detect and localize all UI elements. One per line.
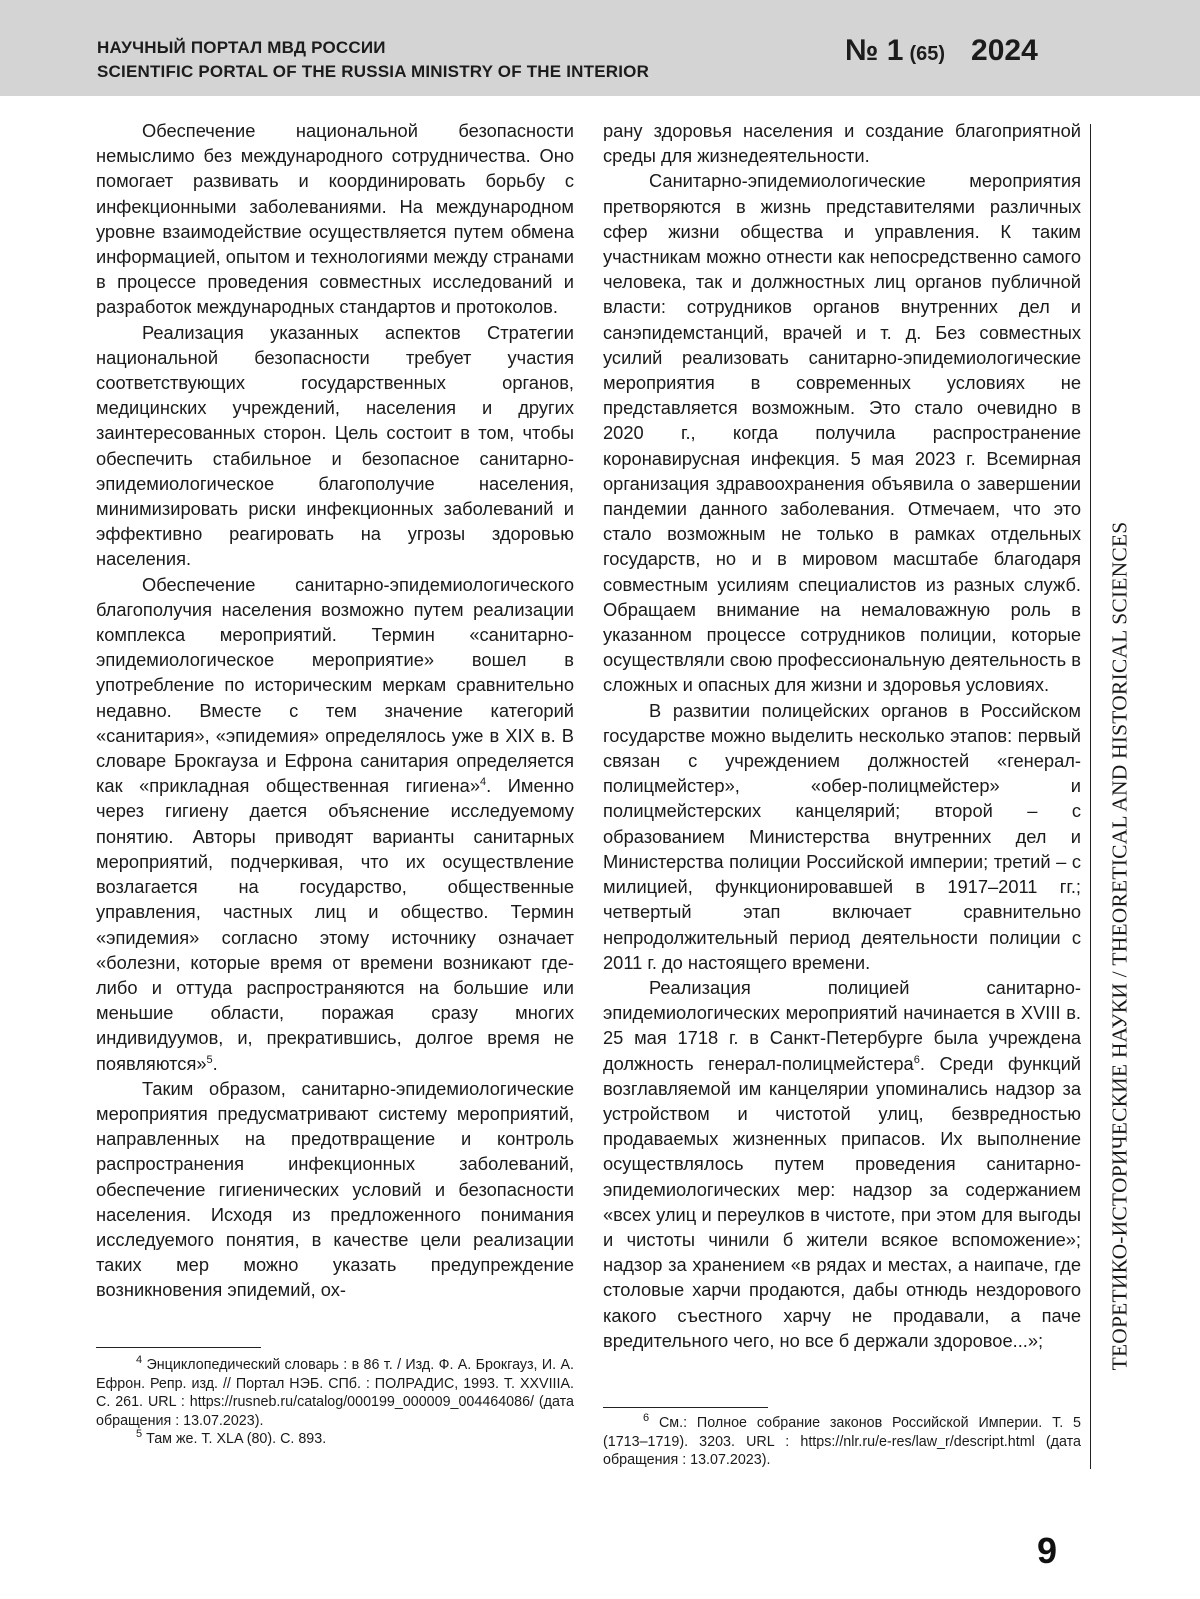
journal-header bbox=[0, 0, 1200, 96]
right-text-column bbox=[603, 118, 1081, 1353]
issue-total-number: (65) bbox=[909, 43, 946, 65]
footnote: $^6$ См.: Полное собрание законов Российской Империи. Т. 5 (1713–1719). 3203. URL : https://nlr.ru/e-res/law_r/descript.html (дата обращения : 13.07.2023). bbox=[603, 1412, 1081, 1469]
paragraph: В развитии полицейских органов в Российском государстве можно выделить несколько этапов: первый связан с учреждением должностей «генерал-полицмейстер», «обер-полицмейстер» и полицмейстерских канцелярий; второй – с образованием Министерства внутренних дел и Министерства полиции Российской империи; третий – с милицией, функционировавшей в 1917–2011 гг.; четвертый этап включает сравнительно непродолжительный период деятельности полиции с 2011 г. до настоящего времени. bbox=[603, 699, 1081, 973]
journal-title-en: SCIENTIFIC PORTAL OF THE RUSSIA MINISTRY OF THE INTERIOR bbox=[97, 62, 650, 81]
journal-title-ru: НАУЧНЫЙ ПОРТАЛ МВД РОССИИ bbox=[97, 38, 386, 57]
footnote-divider bbox=[603, 1407, 768, 1408]
paragraph: Обеспечение санитарно-эпидемиологического благополучия населения возможно путем реализации комплекса мероприятий. Термин «санитарно-эпидемиологическое мероприятие» вошел в употребление по историческим меркам сравнительно недавно. Вместе с тем значение категорий «санитария», «эпидемия» определялось уже в XIX в. В словаре Брокгауза и Ефрона санитария определяется как «прикладная общественная гигиена»$^4$. Именно через гигиену дается объяснение исследуемому понятию. Авторы приводят варианты санитарных мероприятий, подчеркивая, что их осуществление возлагается на государство, общественные управления, частных лиц и общество. Термин «эпидемия» согласно этому источнику означает «болезни, которые время от времени возникают где-либо и оттуда распространяются на большие или меньшие области, поражая сразу многих индивидуумов, и, прекратившись, долгое время не появляются»$^5$. bbox=[96, 573, 574, 1074]
paragraph-continued: рану здоровья населения и создание благоприятной среды для жизнедеятельности. bbox=[603, 120, 1081, 167]
section-title: ТЕОРЕТИКО-ИСТОРИЧЕСКИЕ НАУКИ / THEORETICAL AND HISTORICAL SCIENCES bbox=[1107, 521, 1132, 1371]
footnote-divider bbox=[96, 1347, 261, 1348]
issue-number: № 1 bbox=[845, 34, 904, 67]
footnote-ref: 4 bbox=[480, 776, 487, 789]
paragraph: Санитарно-эпидемиологические мероприятия претворяются в жизнь представителями различных сфер жизни общества и управления. К таким участникам можно отнести как непосредственно самого человека, так и должностных лиц органов публичной власти: сотрудников органов внутренних дел и санэпидемстанций, врачей и т. д. Без совместных усилий реализовать санитарно-эпидемиологические мероприятия в современных условиях не представляется возможным. Это стало очевидно в 2020 г., когда получила распространение коронавирусная инфекция. 5 мая 2023 г. Всемирная организация здравоохранения объявила о завершении пандемии данного заболевания. Отмечаем, что это стало возможным не только в рамках отдельных государств, но и в мировом масштабе благодаря совместным усилиям специалистов из разных служб. Обращаем внимание на немаловажную роль в указанном процессе сотрудников полиции, которые осуществляли свою профессиональную деятельность в сложных и опасных для жизни и здоровья условиях. bbox=[603, 170, 1081, 696]
sidebar-divider bbox=[1090, 124, 1091, 1469]
footnote: $^5$ Там же. Т. XLA (80). С. 893. bbox=[136, 1428, 327, 1448]
paragraph: Реализация указанных аспектов Стратегии национальной безопасности требует участия соответствующих государственных органов, медицинских учреждений, населения и других заинтересованных сторон. Цель состоит в том, чтобы обеспечить стабильное и безопасное санитарно-эпидемиологическое благополучие населения, минимизировать риски инфекционных заболеваний и эффективно реагировать на угрозы здоровью населения. bbox=[96, 321, 574, 570]
footnotes-right bbox=[603, 1414, 1081, 1470]
footnotes-left bbox=[96, 1356, 574, 1449]
issue-year: 2024 bbox=[971, 34, 1038, 67]
paragraph: Таким образом, санитарно-эпидемиологические мероприятия предусматривают систему мероприятий, направленных на предотвращение и контроль распространения инфекционных заболеваний, обеспечение гигиенических условий и безопасности населения. Исходя из предложенного понимания исследуемого понятия, в качестве цели реализации таких мер можно указать предупреждение возникновения эпидемий, ох- bbox=[96, 1077, 574, 1301]
paragraph: Реализация полицией санитарно-эпидемиологических мероприятий начинается в XVIII в. 25 мая 1718 г. в Санкт-Петербурге была учреждена должность генерал-полицмейстера$^6$. Среди функций возглавляемой им канцелярии упоминались надзор за устройством и чистотой улиц, безвредностью продаваемых жизненных припасов. Их выполнение осуществлялось путем проведения санитарно-эпидемиологических мер: надзор за содержанием «всех улиц и переулков в чистоте, при этом для выгоды и чистоты чинили б жители всякое вспоможение»; надзор за хранением «в рядах и местах, а наипаче, где столовые харчи продаются, дабы отнюдь нездорового какого съестного харчу не продавали, а паче вредительного чего, но все б держали здоровое...»; bbox=[603, 976, 1082, 1351]
left-text-column bbox=[96, 118, 574, 1303]
page-number: 9 bbox=[1037, 1530, 1058, 1571]
footnote-ref: 6 bbox=[913, 1053, 920, 1066]
paragraph: Обеспечение национальной безопасности немыслимо без международного сотрудничества. Оно помогает развивать и координировать борьбу с инфекционными заболеваниями. На международном уровне взаимодействие осуществляется путем обмена информацией, опытом и технологиями между странами в процессе проведения совместных исследований и разработок международных стандартов и протоколов. bbox=[96, 120, 574, 318]
issue-info bbox=[845, 34, 1038, 68]
footnote-ref: 5 bbox=[206, 1053, 213, 1066]
footnote: $^4$ Энциклопедический словарь : в 86 т. / Изд. Ф. А. Брокгауз, И. А. Ефрон. Репр. изд. // Портал НЭБ. СПб. : ПОЛРАДИС, 1993. Т. XXVIIIA. С. 261. URL : https://rusneb.ru/catalog/000199_000009_004464086/ (дата обращения : 13.07.2023). bbox=[96, 1354, 574, 1429]
